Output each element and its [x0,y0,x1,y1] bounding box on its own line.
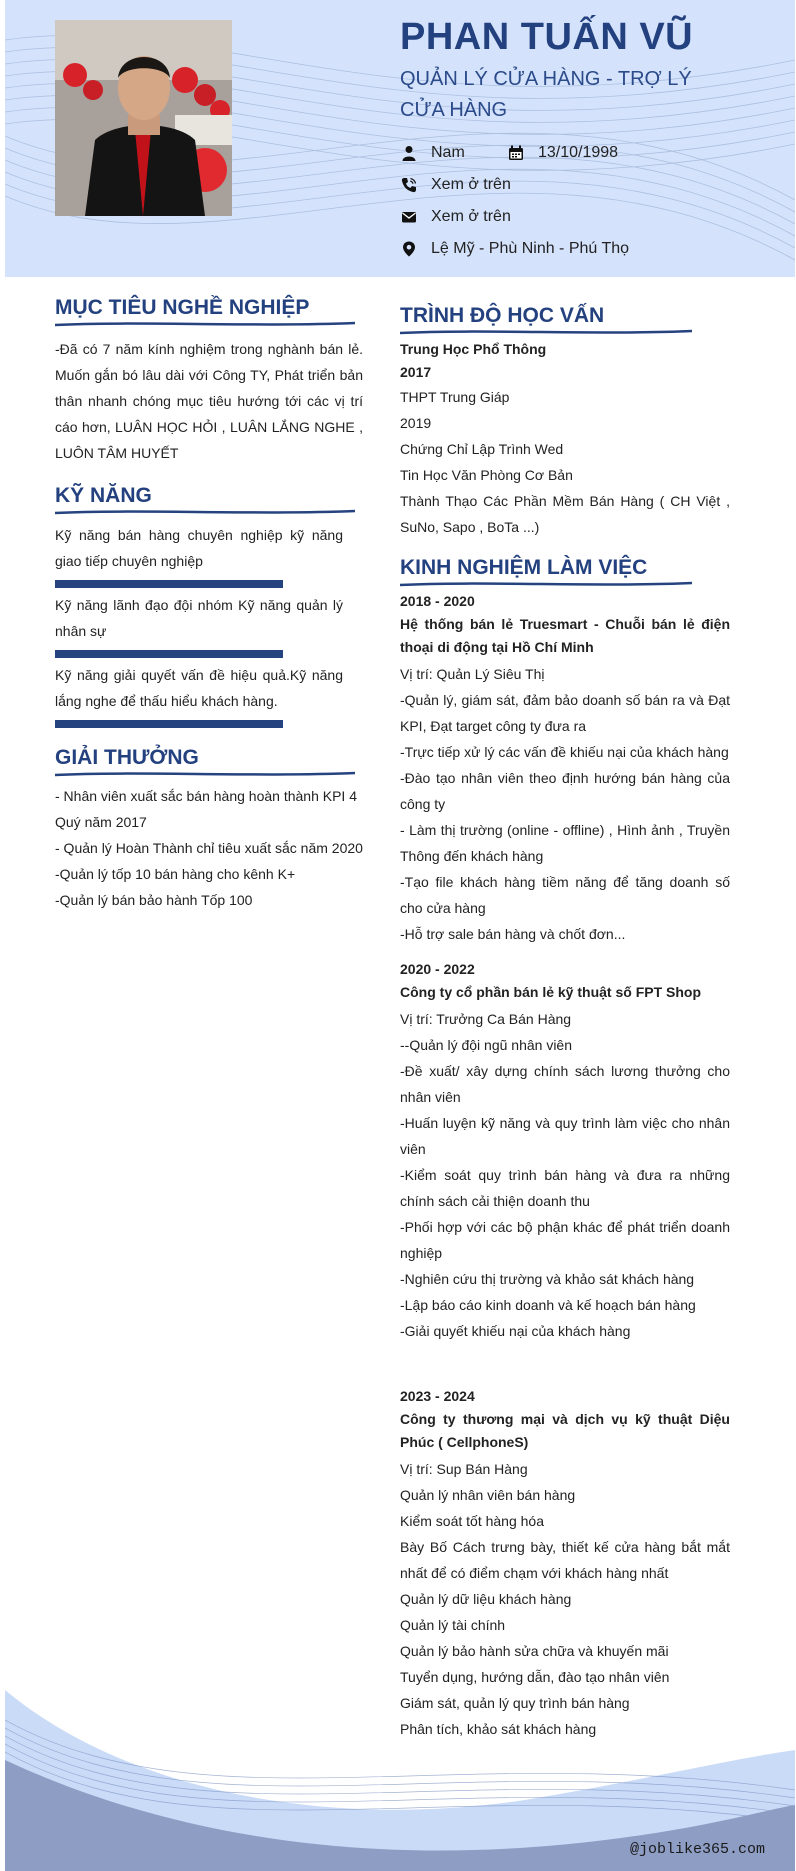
awards-heading-underline [55,770,355,778]
job-line: Quản lý nhân viên bán hàng [400,1487,576,1503]
job-line: -Huấn luyện kỹ năng và quy trình làm việc cho nhân viên [400,1115,730,1157]
job-line: -Nghiên cứu thị trường và khảo sát khách hàng [400,1271,695,1287]
objective-text [55,336,363,466]
education-heading-underline [400,328,692,336]
job-line: Quản lý tài chính [400,1617,506,1633]
award-item: -Quản lý bán bảo hành Tốp 100 [55,892,253,908]
phone-row [400,176,511,194]
job-company: Công ty thương mại và dịch vụ kỹ thuật Diệu Phúc ( CellphoneS) [400,1411,730,1450]
skill-label: Kỹ năng bán hàng chuyên nghiệp kỹ năng giao tiếp chuyên nghiệp [55,527,343,569]
job-company: Hệ thống bán lẻ Truesmart - Chuỗi bán lẻ điện thoại di động tại Hồ Chí Minh [400,616,730,655]
job-line: Vị trí: Sup Bán Hàng [400,1461,528,1477]
gender-value: Nam [431,144,465,161]
job-line: -Tạo file khách hàng tiềm năng để tăng doanh số cho cửa hàng [400,874,730,916]
education-block [400,338,730,540]
job-line: -Lập báo cáo kinh doanh và kế hoạch bán hàng [400,1297,696,1313]
skill-label: Kỹ năng lãnh đạo đội nhóm Kỹ năng quản lý nhân sự [55,597,343,639]
job-line: - Làm thị trường (online - offline) , Hình ảnh , Truyền Thông đến khách hàng [400,822,730,864]
skill-level-bar [55,720,283,728]
skill-item [55,662,343,728]
job-title: QUẢN LÝ CỬA HÀNG - TRỢ LÝ CỬA HÀNG [400,68,692,121]
education-line: 2019 [400,415,432,431]
education-line: Tin Học Văn Phòng Cơ Bản [400,467,573,483]
address-row [400,240,629,258]
job-line: Vị trí: Quản Lý Siêu Thị [400,666,545,682]
job-entry [400,958,730,1344]
job-line: Giám sát, quản lý quy trình bán hàng [400,1695,630,1711]
job-line: Phân tích, khảo sát khách hàng [400,1721,597,1737]
address-value: Lệ Mỹ - Phù Ninh - Phú Thọ [431,240,630,257]
job-line: -Kiểm soát quy trình bán hàng và đưa ra những chính sách cải thiện doanh thu [400,1167,730,1209]
job-line: Tuyển dụng, hướng dẫn, đào tạo nhân viên [400,1669,670,1685]
phone-value: Xem ở trên [431,176,511,193]
job-line: Vị trí: Trưởng Ca Bán Hàng [400,1011,572,1027]
experience-heading: KINH NGHIỆM LÀM VIỆC [400,556,648,579]
phone-icon [400,176,418,194]
award-item: - Quản lý Hoàn Thành chỉ tiêu xuất sắc năm 2020 [55,840,363,856]
job-line: -Phối hợp với các bộ phận khác để phát triển doanh nghiệp [400,1219,730,1261]
skill-level-bar [55,650,283,658]
skill-item [55,592,343,658]
birthdate-value: 13/10/1998 [538,144,619,161]
calendar-icon [507,144,525,162]
job-company: Công ty cổ phần bán lẻ kỹ thuật số FPT Shop [400,984,702,1000]
profile-photo [55,20,232,216]
objective-heading: MỤC TIÊU NGHỀ NGHIỆP [55,296,310,319]
gender-row [400,144,465,162]
job-line: -Quản lý, giám sát, đảm bảo doanh số bán ra và Đạt KPI, Đạt target công ty đưa ra [400,692,730,734]
skill-level-bar [55,580,283,588]
job-line: --Quản lý đội ngũ nhân viên [400,1037,572,1053]
email-row [400,208,511,226]
job-period: 2018 - 2020 [400,593,475,609]
job-line: Bày Bố Cách trưng bày, thiết kế cửa hàng bắt mắt nhất để có điểm chạm với khách hàng nhất [400,1539,730,1581]
education-level: Trung Học Phổ Thông [400,341,547,357]
education-heading: TRÌNH ĐỘ HỌC VẤN [400,304,605,327]
location-pin-icon [400,240,418,258]
awards-heading: GIẢI THƯỞNG [55,746,199,769]
job-line: -Hỗ trợ sale bán hàng và chốt đơn... [400,926,626,942]
skills-heading: KỸ NĂNG [55,484,152,507]
skill-item [55,522,343,588]
education-line: Thành Thạo Các Phần Mềm Bán Hàng ( CH Việt , SuNo, Sapo , BoTa ...) [400,493,730,535]
skill-label: Kỹ năng giải quyết vấn đề hiệu quả.Kỹ năng lắng nghe để thấu hiểu khách hàng. [55,667,343,709]
watermark: @joblike365.com [629,1841,765,1858]
email-value: Xem ở trên [431,208,511,225]
education-year: 2017 [400,364,432,380]
birthdate-row [507,144,618,162]
objective-heading-underline [55,320,355,328]
job-entry [400,590,730,947]
job-line: -Giải quyết khiếu nại của khách hàng [400,1323,631,1339]
job-period: 2023 - 2024 [400,1388,475,1404]
candidate-name: PHAN TUẤN VŨ [400,16,694,58]
envelope-icon [400,208,418,226]
experience-heading-underline [400,580,692,588]
job-line: Quản lý bảo hành sửa chữa và khuyến mãi [400,1643,669,1659]
award-item: -Quản lý tốp 10 bán hàng cho kênh K+ [55,866,296,882]
job-line: Kiểm soát tốt hàng hóa [400,1513,544,1529]
awards-list [55,783,363,913]
person-icon [400,144,418,162]
award-item: - Nhân viên xuất sắc bán hàng hoàn thành KPI 4 Quý năm 2017 [55,788,357,830]
job-period: 2020 - 2022 [400,961,475,977]
job-line: -Trực tiếp xử lý các vấn đề khiếu nại của khách hàng [400,744,729,760]
education-line: Chứng Chỉ Lập Trình Wed [400,441,564,457]
job-line: Quản lý dữ liệu khách hàng [400,1591,572,1607]
header-section [5,0,795,277]
education-line: THPT Trung Giáp [400,389,510,405]
objective-paragraph: -Đã có 7 năm kính nghiệm trong nghành bán lẻ. Muốn gắn bó lâu dài với Công TY, Phát triển bản thân nhanh chóng mục tiêu hướng tới các vị trí cáo hơn, LUÂN HỌC HỎI , LUÂN LẮNG NGHE , LUÔN TÂM HUYẾT [55,341,363,461]
person-photo-illustration [55,20,232,216]
cv-page [5,0,795,1871]
job-line: -Đào tạo nhân viên theo định hướng bán hàng của công ty [400,770,730,812]
skills-heading-underline [55,508,355,516]
job-line: -Đề xuất/ xây dựng chính sách lương thưởng cho nhân viên [400,1063,730,1105]
